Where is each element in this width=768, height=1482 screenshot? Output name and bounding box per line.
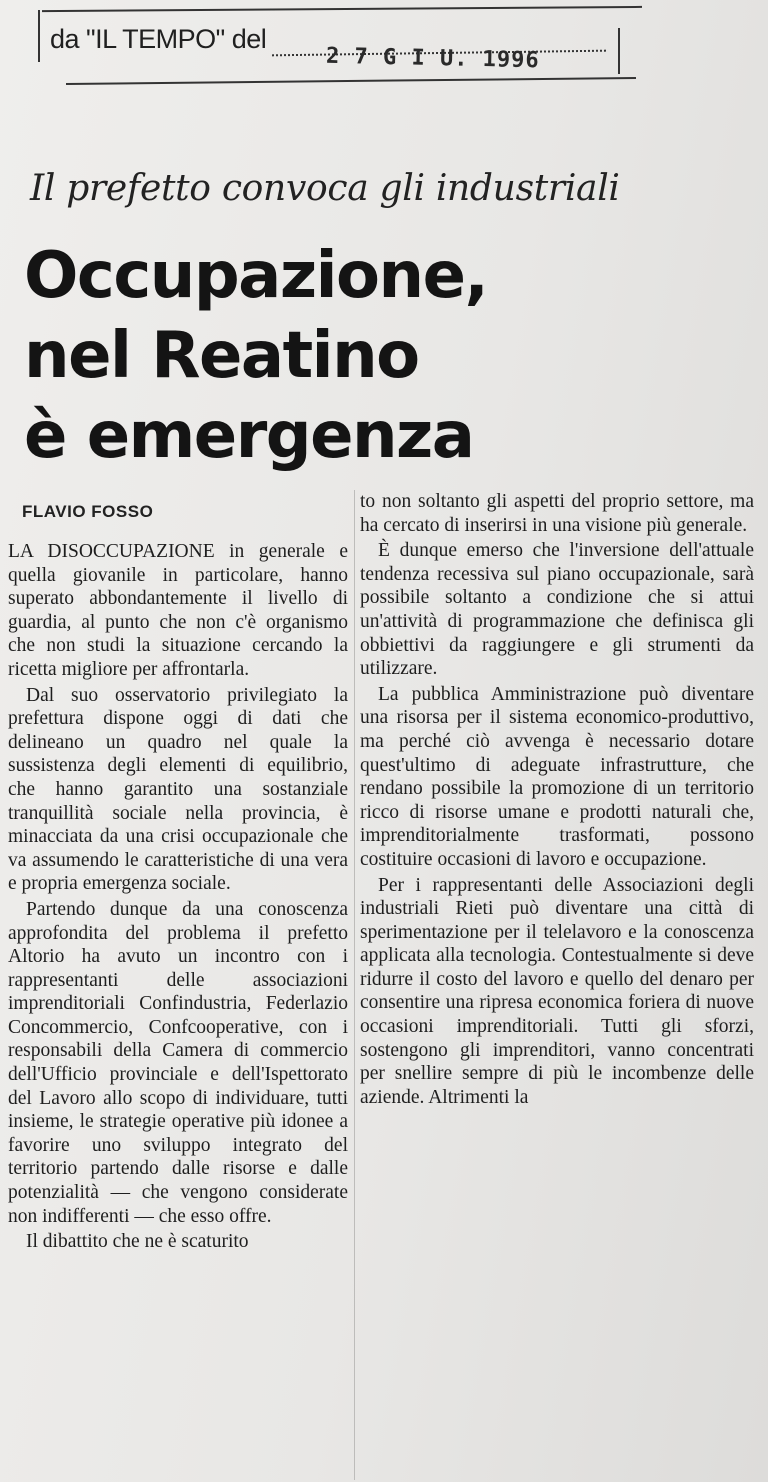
paragraph: È dunque emerso che l'inversione dell'attuale tendenza recessiva sul piano occupazionale, sarà possibile soltanto a condizione che si attui un'attività di programmazione che definisca gli obbiettivi da raggiungere e gli strumenti da utilizzare. — [360, 540, 754, 680]
paragraph: Il dibattito che ne è scaturito — [26, 1231, 249, 1253]
paragraph: Partendo dunque da una conoscenza approfondita del problema il prefetto Altorio ha avuto un incontro con i rappresentanti delle associazioni imprenditoriali Confindustria, Federlazio Concommercio, Confcooperative, con i responsabili della Camera di commercio dell'Ufficio provinciale e dell'Ispettorato del Lavoro allo scopo di individuare, tutti insieme, le strategie operative più idonee a favorire uno sviluppo integrato del territorio partendo dalle risorse e dalle potenzialità — che vengono considerate non indifferenti — che esso offre. — [8, 898, 348, 1227]
paragraph: Per i rappresentanti delle Associazioni degli industriali Rieti può diventare una città di sperimentazione per il telelavoro e la conoscenza applicata alla tecnologia. Contestualmente si deve ridurre il costo del lavoro e quello del denaro per consentire una ripresa economica foriera di nuove occasioni imprenditoriali. Tutti gli sforzi, sostengono gli imprenditori, vanno concentrati per snellire sempre di più le incombenze delle aziende. Altrimenti la — [360, 874, 754, 1108]
source-stamp — [36, 6, 624, 80]
article-headline — [24, 236, 564, 476]
article-kicker: Il prefetto convoca gli industriali — [30, 168, 620, 209]
paragraph: LA DISOCCUPAZIONE in generale e quella giovanile in particolare, hanno superato abbondantemente il livello di guardia, al punto che non c'è organismo che non studi la situazione cercando la ricetta migliore per affrontarla. — [8, 541, 348, 680]
stamp-top-rule — [42, 6, 642, 12]
paragraph: to non soltanto gli aspetti del proprio settore, ma ha cercato di inserirsi in una visione più generale. — [360, 491, 754, 536]
right-column — [360, 490, 754, 1111]
paragraph: Dal suo osservatorio privilegiato la prefettura dispone oggi di dati che delineano un quadro nel quale la sussistenza degli elementi di equilibrio, che hanno garantito una sostanziale tranquillità sociale nella provincia, è minacciata da una crisi occupazionale che va assumendo le caratteristiche di una vera e propria emergenza sociale. — [8, 684, 348, 895]
headline-line: è emergenza — [24, 399, 474, 473]
stamp-source: da "IL TEMPO" del — [50, 24, 267, 54]
stamp-date: 2 7 G I U. 1996 — [325, 43, 540, 74]
left-column — [8, 540, 348, 1256]
paragraph: La pubblica Amministrazione può diventare una risorsa per il sistema economico-produttivo, ma perché ciò avvenga è necessario dotare quest'ultimo di adeguate infrastrutture, che rendano possibile la promozione di un territorio ricco di risorse umane e prodotti naturali che, imprenditorialmente trasformati, possono costituire occasioni di lavoro e occupazione. — [360, 683, 754, 870]
stamp-left-rule — [38, 10, 40, 62]
column-divider — [354, 490, 355, 1480]
headline-line: Occupazione, — [24, 239, 488, 313]
article-byline: FLAVIO FOSSO — [22, 502, 154, 521]
stamp-right-rule — [618, 28, 620, 74]
headline-line: nel Reatino — [24, 319, 419, 393]
